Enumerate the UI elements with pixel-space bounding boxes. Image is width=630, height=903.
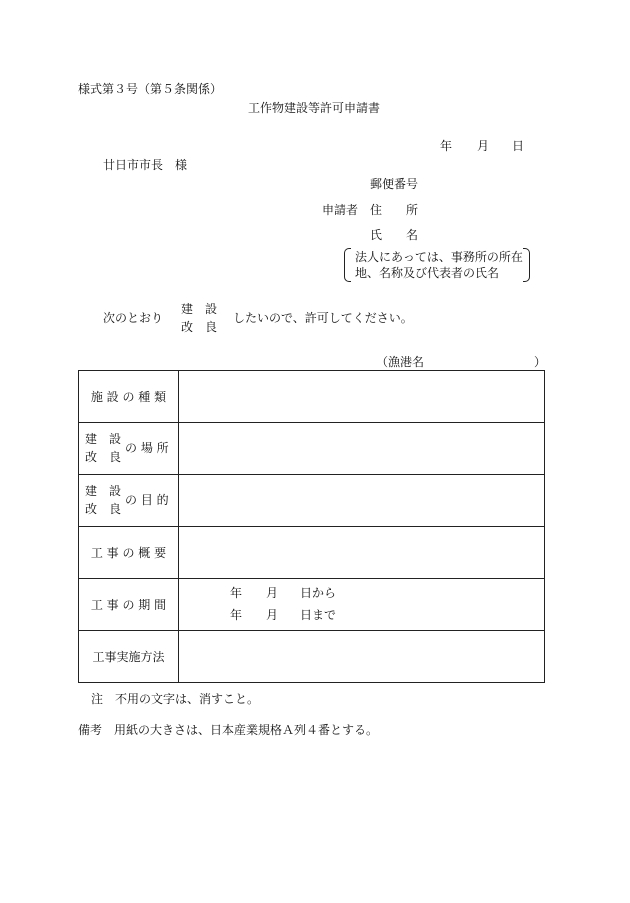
- purpose-construct: 建 設: [85, 484, 122, 498]
- purpose-field[interactable]: [179, 475, 545, 527]
- purpose-improve: 改 良: [85, 502, 122, 516]
- request-prefix: 次のとおり: [103, 311, 164, 325]
- corporate-note-line2: 地、名称及び代表者の氏名: [355, 266, 500, 280]
- right-bracket: [523, 248, 530, 282]
- table-row: [79, 527, 545, 579]
- table-row: [79, 371, 545, 423]
- table-row: [79, 631, 545, 683]
- applicant-label: 申請者: [322, 203, 359, 217]
- location-field[interactable]: [179, 423, 545, 475]
- period-end-month: 月: [266, 608, 279, 622]
- table-row: [79, 423, 545, 475]
- work-method-label: 工事実施方法: [79, 631, 179, 683]
- page-title: 工作物建設等許可申請書: [248, 101, 381, 115]
- purpose-label: [79, 475, 179, 527]
- postal-code-label: 郵便番号: [370, 177, 419, 191]
- work-period-label: 工 事 の 期 間: [79, 579, 179, 631]
- purpose-suffix: の 目 的: [125, 493, 169, 507]
- date-year: 年: [440, 139, 453, 153]
- address-label: 住 所: [370, 203, 419, 217]
- facility-type-field[interactable]: [179, 371, 545, 423]
- fishing-port-label: （漁港名: [376, 355, 425, 369]
- request-suffix: したいので、許可してください。: [233, 311, 413, 325]
- application-table: [78, 370, 545, 683]
- name-label: 氏 名: [370, 228, 419, 242]
- period-end-year: 年: [230, 608, 243, 622]
- work-period-field[interactable]: [179, 579, 545, 631]
- form-number: 様式第３号（第５条関係）: [78, 82, 223, 96]
- left-bracket: [344, 248, 351, 282]
- addressee: 廿日市市長 様: [103, 158, 188, 172]
- work-method-field[interactable]: [179, 631, 545, 683]
- period-start-year: 年: [230, 586, 243, 600]
- corporate-note-line1: 法人にあっては、事務所の所在: [355, 250, 523, 264]
- location-improve: 改 良: [85, 450, 122, 464]
- location-label: [79, 423, 179, 475]
- period-end-day: 日まで: [300, 608, 337, 622]
- request-option-improve: 改 良: [181, 320, 218, 334]
- fishing-port-close: ）: [534, 355, 547, 369]
- table-row: [79, 579, 545, 631]
- note: 注 不用の文字は、消すこと。: [91, 692, 260, 706]
- work-overview-field[interactable]: [179, 527, 545, 579]
- date-month: 月: [477, 139, 490, 153]
- table-row: [79, 475, 545, 527]
- facility-type-label: 施 設 の 種 類: [79, 371, 179, 423]
- remark: 備考 用紙の大きさは、日本産業規格Ａ列４番とする。: [78, 723, 379, 737]
- request-option-construct: 建 設: [181, 302, 218, 316]
- date-day: 日: [512, 139, 525, 153]
- location-suffix: の 場 所: [125, 441, 169, 455]
- work-overview-label: 工 事 の 概 要: [79, 527, 179, 579]
- location-construct: 建 設: [85, 432, 122, 446]
- period-start-month: 月: [266, 586, 279, 600]
- period-start-day: 日から: [300, 586, 337, 600]
